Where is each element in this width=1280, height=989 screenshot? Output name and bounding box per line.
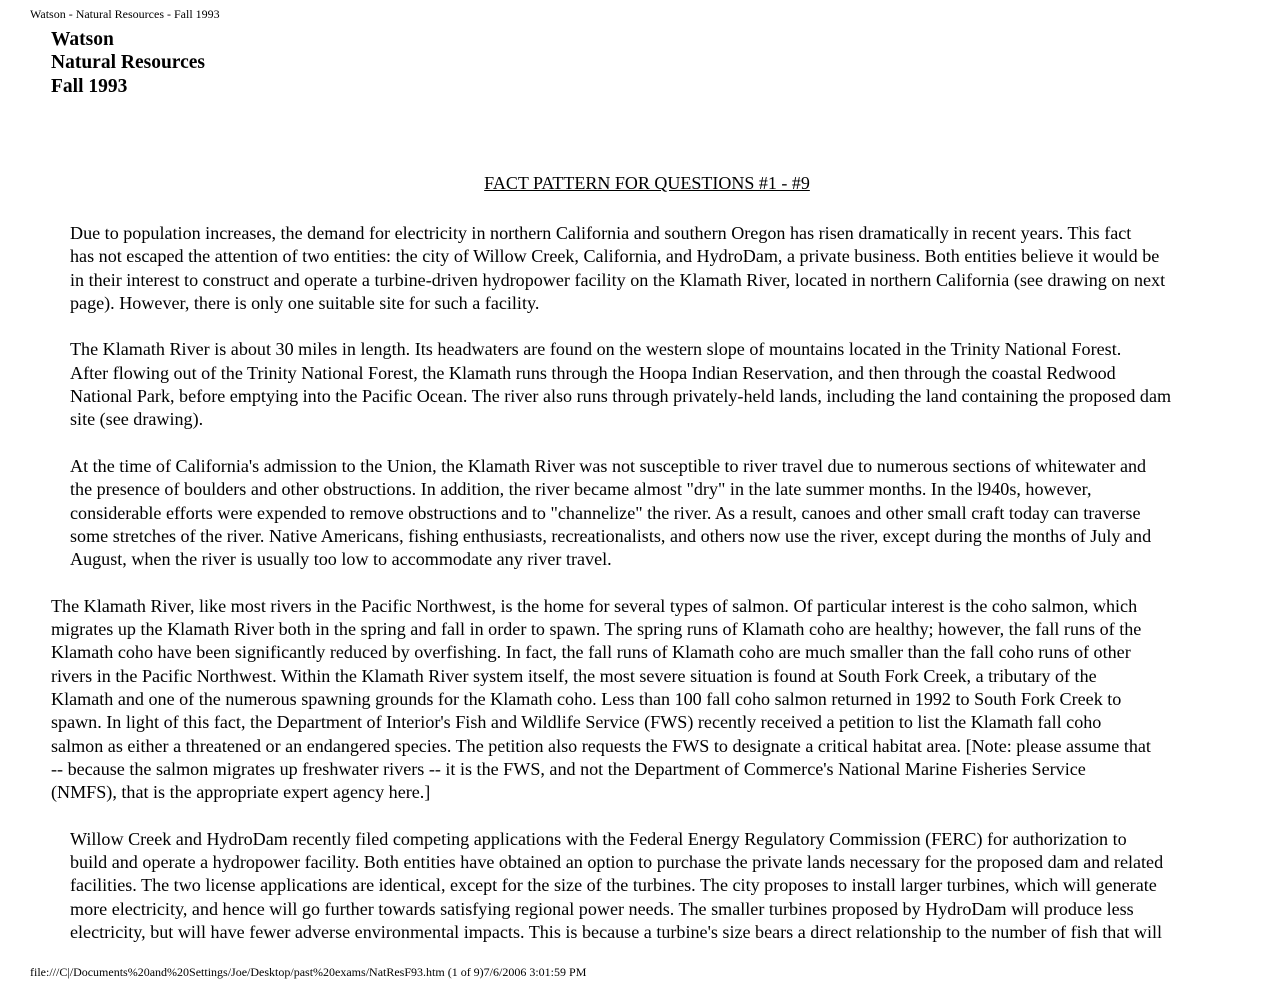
text-line: -- because the salmon migrates up freshwater rivers -- it is the FWS, and not the Department of Commerce's National Marine Fisheries Service [51,758,1086,779]
text-line: Willow Creek and HydroDam recently filed competing applications with the Federal Energy Regulatory Commission (FERC) for authorization to [70,828,1127,849]
text-line: At the time of California's admission to the Union, the Klamath River was not susceptible to river travel due to numerous sections of whitewater and [70,455,1147,476]
text-line: National Park, before emptying into the Pacific Ocean. The river also runs through privately-held lands, including the land containing the proposed dam [70,386,1172,407]
text-line: salmon as either a threatened or an endangered species. The petition also requests the FWS to designate a critical habitat area. [Note: please assume that [51,735,1151,756]
paragraph-5 [51,828,1251,944]
document-heading [51,28,205,98]
document-body [51,222,1251,968]
text-line: The Klamath River, like most rivers in the Pacific Northwest, is the home for several types of salmon. Of particular interest is the coho salmon, which [51,595,1138,616]
text-line: more electricity, and hence will go further towards satisfying regional power needs. The smaller turbines proposed by HydroDam will produce less [70,898,1134,919]
paragraph-2 [51,338,1251,431]
text-line: in their interest to construct and operate a turbine-driven hydropower facility on the Klamath River, located in northern California (see drawing on next [70,269,1166,290]
section-title: FACT PATTERN FOR QUESTIONS #1 - #9 [484,173,810,193]
text-line: spawn. In light of this fact, the Department of Interior's Fish and Wildlife Service (FWS) recently received a petition to list the Klamath fall coho [51,712,1102,733]
text-line: (NMFS), that is the appropriate expert agency here.] [51,782,431,803]
text-line: the presence of boulders and other obstructions. In addition, the river became almost "dry" in the late summer months. In the l940s, however, [70,479,1092,500]
text-line: rivers in the Pacific Northwest. Within the Klamath River system itself, the most severe situation is found at South Fork Creek, a tributary of the [51,665,1097,686]
text-line: build and operate a hydropower facility. Both entities have obtained an option to purchase the private lands necessary for the proposed dam and related [70,852,1164,873]
text-line: has not escaped the attention of two entities: the city of Willow Creek, California, and HydroDam, a private business. Both entities believe it would be [70,246,1160,267]
text-line: August, when the river is usually too low to accommodate any river travel. [70,549,612,570]
heading-author: Watson [51,29,114,50]
text-line: site (see drawing). [70,409,204,430]
print-header: Watson - Natural Resources - Fall 1993 [30,7,220,21]
text-line: After flowing out of the Trinity National Forest, the Klamath runs through the Hoopa Indian Reservation, and then through the coastal Redwood [70,362,1116,383]
print-footer: file:///C|/Documents%20and%20Settings/Joe/Desktop/past%20exams/NatResF93.htm (1 of 9)7/6/2006 3:01:59 PM [30,965,587,979]
text-line: Klamath and one of the numerous spawning grounds for the Klamath coho. Less than 100 fall coho salmon returned in 1992 to South Fork Creek to [51,688,1122,709]
paragraph-3 [51,455,1251,571]
text-line: facilities. The two license applications are identical, except for the size of the turbines. The city proposes to install larger turbines, which will generate [70,875,1157,896]
text-line: page). However, there is only one suitable site for such a facility. [70,292,540,313]
text-line: Due to population increases, the demand for electricity in northern California and southern Oregon has risen dramatically in recent years. This fact [70,223,1132,243]
text-line: Klamath coho have been significantly reduced by overfishing. In fact, the fall runs of Klamath coho are much smaller than the fall coho runs of other [51,642,1131,663]
heading-term: Fall 1993 [51,75,128,97]
paragraph-4 [51,595,1251,805]
text-line: The Klamath River is about 30 miles in length. Its headwaters are found on the western slope of mountains located in the Trinity National Forest. [70,339,1122,360]
text-line: some stretches of the river. Native Americans, fishing enthusiasts, recreationalists, and others now use the river, except during the months of July and [70,525,1152,546]
heading-course: Natural Resources [51,52,205,74]
text-line: considerable efforts were expended to remove obstructions and to "channelize" the river. As a result, canoes and other small craft today can traverse [70,502,1141,523]
text-line: migrates up the Klamath River both in the spring and fall in order to spawn. The spring runs of Klamath coho are healthy; however, the fall runs of the [51,619,1142,640]
paragraph-1 [51,222,1251,315]
text-line: electricity, but will have fewer adverse environmental impacts. This is because a turbine's size bears a direct relationship to the number of fish that will [70,921,1163,942]
